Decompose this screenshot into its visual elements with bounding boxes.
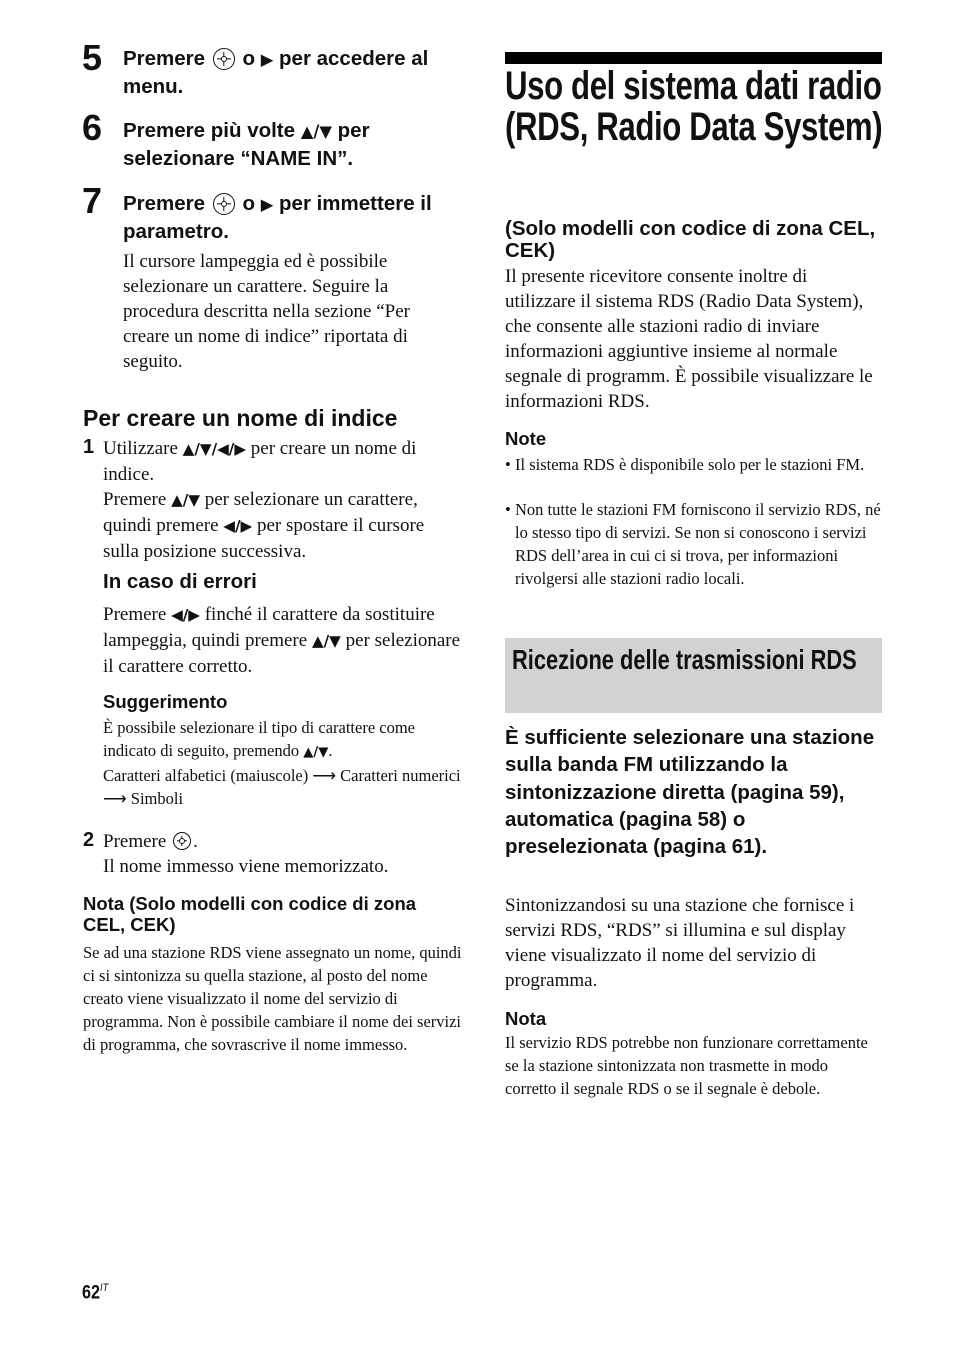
item-text: Premere . Il nome immesso viene memorizzato.: [103, 831, 389, 877]
tip-heading: Suggerimento: [103, 691, 228, 712]
arrow-icon: ⟶: [103, 789, 127, 808]
step-text: Premere più volte ▲/▼ per selezionare “NAME IN”.: [123, 119, 370, 170]
arrow-icon: ⟶: [312, 766, 337, 785]
index-heading: Per creare un nome di indice: [83, 405, 398, 431]
page-title: Uso del sistema dati radio (RDS, Radio Data System): [505, 64, 883, 149]
enter-button-icon: [213, 193, 235, 215]
step-number: 6: [82, 107, 102, 148]
step-number: 7: [82, 180, 102, 221]
page-number: $62^{IT}$: [82, 1282, 109, 1304]
left-right-arrow-icon: ◀/▶: [223, 517, 253, 535]
direction-arrows-icon: ▲/▼/◀/▶: [182, 440, 247, 458]
intro-text: Il presente ricevitore consente inoltre di utilizzare il sistema RDS (Radio Data System), che consente alle stazioni radio di inviare informazioni aggiuntive insieme al normale segnale di programm. È possibile visualizzare le informazioni RDS.: [505, 266, 873, 412]
right-arrow-icon: ▶: [260, 50, 274, 69]
errors-heading: In caso di errori: [103, 570, 257, 593]
language-code: IT: [99, 1282, 109, 1294]
up-down-arrow-icon: ▲/▼: [311, 632, 341, 650]
step-text: Premere o ▶ per immettere il parametro.: [123, 192, 432, 243]
bold-instruction: È sufficiente selezionare una stazione sulla banda FM utilizzando la sintonizzazione diretta (pagina 59), automatica (pagina 58) o preselezionata (pagina 61).: [505, 726, 875, 859]
item-number: 1: [83, 436, 95, 458]
errors-text: Premere ◀/▶ finché il carattere da sostituire lampeggia, quindi premere ▲/▼ per selezionare il carattere corretto.: [103, 604, 461, 677]
notes-heading: Note: [505, 428, 547, 449]
nota-heading: Nota (Solo modelli con codice di zona CEL, CEK): [83, 893, 417, 935]
tip-text: È possibile selezionare il tipo di carattere come indicato di seguito, premendo ▲/▼. Caratteri alfabetici (maiuscole) ⟶ Caratteri numerici ⟶ Simboli: [103, 718, 461, 808]
enter-button-icon: [213, 48, 235, 70]
note-item: • Il sistema RDS è disponibile solo per le stazioni FM.: [505, 453, 885, 476]
section-title: Ricezione delle trasmissioni RDS: [512, 644, 857, 675]
up-down-arrow-icon: ▲/▼: [303, 745, 329, 760]
step-number: 5: [82, 37, 102, 78]
step-text: Premere o ▶ per accedere al menu.: [123, 47, 429, 98]
item-number: 2: [83, 829, 95, 851]
right-arrow-icon: ▶: [260, 195, 274, 214]
title-bar-rule: [505, 52, 882, 64]
models-heading: (Solo modelli con codice di zona CEL, CEK): [505, 217, 876, 262]
note-item: • Non tutte le stazioni FM forniscono il servizio RDS, né lo stesso tipo di servizi. Se non si conoscono i servizi RDS dell’area in cui ci si trova, per informazioni rivolgersi alle stazioni radio locali.: [505, 498, 885, 590]
step-body: Il cursore lampeggia ed è possibile selezionare un carattere. Seguire la procedura descritta nella sezione “Per creare un nome di indice” riportata di seguito.: [123, 251, 410, 372]
up-down-arrow-icon: ▲/▼: [300, 122, 332, 141]
left-right-arrow-icon: ◀/▶: [171, 606, 200, 624]
nota-heading: Nota: [505, 1008, 547, 1029]
section-body: Sintonizzandosi su una stazione che fornisce i servizi RDS, “RDS” si illumina e sul display viene visualizzato il nome del servizio di programma.: [505, 895, 855, 991]
enter-button-icon: [173, 832, 191, 850]
nota-body: Il servizio RDS potrebbe non funzionare correttamente se la stazione sintonizzata non trasmette in modo corretto il segnale RDS o se il segnale è debole.: [505, 1033, 868, 1098]
nota-body: Se ad una stazione RDS viene assegnato un nome, quindi ci si sintonizza su quella stazione, al posto del nome creato viene visualizzato il nome del servizio di programma. Non è possibile cambiare il nome dei servizi di programma, che sovrascrive il nome immesso.: [83, 943, 462, 1054]
item-text: Utilizzare ▲/▼/◀/▶ per creare un nome di indice. Premere ▲/▼ per selezionare un carattere, quindi premere ◀/▶ per spostare il cursore sulla posizione successiva.: [103, 438, 425, 562]
up-down-arrow-icon: ▲/▼: [171, 491, 200, 509]
